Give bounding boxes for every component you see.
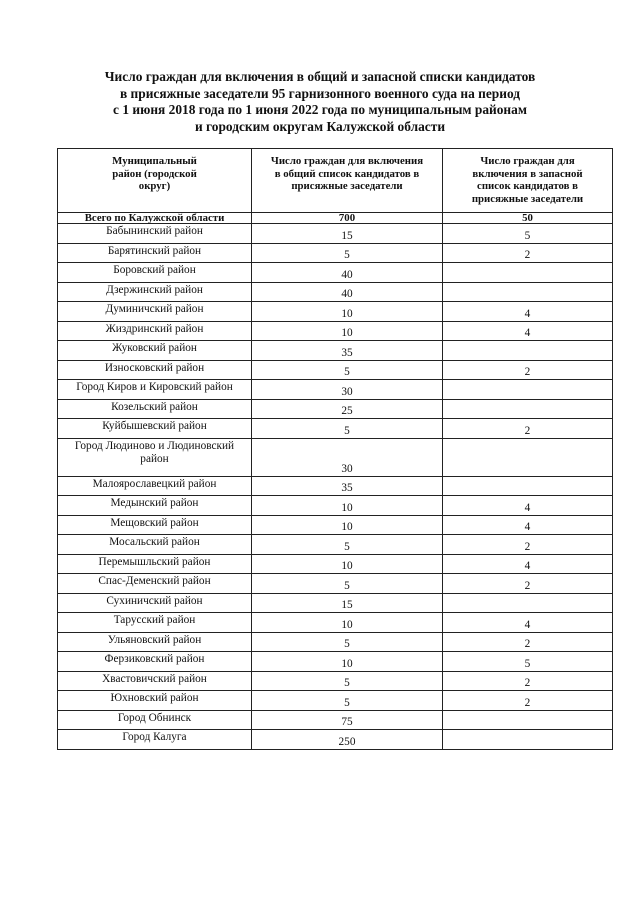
district-cell: Перемышльский район [58, 554, 252, 574]
table-row [58, 476, 613, 496]
district-cell: Город Людиново и Людиновский район [58, 438, 252, 476]
reserve-count-cell: 4 [443, 613, 613, 633]
header-general-list: Число граждан для включения в общий список кандидатов в присяжные заседатели [252, 149, 443, 213]
table-row [58, 652, 613, 672]
title-line-3: с 1 июня 2018 года по 1 июня 2022 года по муниципальным районам [113, 102, 527, 117]
table-body [58, 213, 613, 750]
table-row [58, 263, 613, 283]
general-count-cell: 15 [252, 224, 443, 244]
general-count-cell: 5 [252, 419, 443, 439]
reserve-count-cell: 4 [443, 496, 613, 516]
reserve-count-cell: 2 [443, 574, 613, 594]
general-count-cell: 10 [252, 515, 443, 535]
title-line-4: и городским округам Калужской области [194, 118, 446, 134]
reserve-count-cell [443, 476, 613, 496]
district-cell: Сухиничский район [58, 593, 252, 613]
district-cell: Город Киров и Кировский район [58, 380, 252, 400]
reserve-count-cell: 4 [443, 515, 613, 535]
district-cell: Думиничский район [58, 302, 252, 322]
document-title [60, 69, 580, 135]
district-cell: Хвастовичский район [58, 671, 252, 691]
total-general: 700 [252, 213, 443, 224]
table-row [58, 671, 613, 691]
reserve-count-cell: 4 [443, 302, 613, 322]
district-cell: Спас-Деменский район [58, 574, 252, 594]
district-cell: Боровский район [58, 263, 252, 283]
district-cell: Бабынинский район [58, 224, 252, 244]
general-count-cell: 40 [252, 282, 443, 302]
table-row-total [58, 213, 613, 224]
reserve-count-cell [443, 730, 613, 750]
reserve-count-cell: 2 [443, 632, 613, 652]
reserve-count-cell [443, 341, 613, 361]
reserve-count-cell: 5 [443, 652, 613, 672]
district-cell: Медынский район [58, 496, 252, 516]
reserve-count-cell: 2 [443, 671, 613, 691]
district-cell: Ферзиковский район [58, 652, 252, 672]
reserve-count-cell [443, 380, 613, 400]
table-row [58, 380, 613, 400]
district-cell: Барятинский район [58, 243, 252, 263]
table-row [58, 515, 613, 535]
district-cell: Козельский район [58, 399, 252, 419]
general-count-cell: 10 [252, 302, 443, 322]
reserve-count-cell: 2 [443, 360, 613, 380]
table-row [58, 224, 613, 244]
table-row [58, 535, 613, 555]
general-count-cell: 250 [252, 730, 443, 750]
district-cell: Ульяновский район [58, 632, 252, 652]
general-count-cell: 10 [252, 554, 443, 574]
general-count-cell: 10 [252, 496, 443, 516]
general-count-cell: 5 [252, 671, 443, 691]
reserve-count-cell [443, 710, 613, 730]
reserve-count-cell [443, 438, 613, 476]
general-count-cell: 5 [252, 574, 443, 594]
reserve-count-cell: 2 [443, 419, 613, 439]
district-cell: Дзержинский район [58, 282, 252, 302]
general-count-cell: 10 [252, 613, 443, 633]
table-row [58, 321, 613, 341]
reserve-count-cell [443, 282, 613, 302]
reserve-count-cell: 5 [443, 224, 613, 244]
table-header-row [58, 149, 613, 213]
table-row [58, 691, 613, 711]
table-row [58, 302, 613, 322]
table-row [58, 554, 613, 574]
table-row [58, 438, 613, 476]
table-row [58, 710, 613, 730]
general-count-cell: 15 [252, 593, 443, 613]
total-name: Всего по Калужской области [58, 213, 252, 224]
reserve-count-cell: 4 [443, 554, 613, 574]
title-line-1: Число граждан для включения в общий и запасной списки кандидатов [104, 69, 536, 84]
general-count-cell: 5 [252, 632, 443, 652]
general-count-cell: 75 [252, 710, 443, 730]
reserve-count-cell: 2 [443, 691, 613, 711]
general-count-cell: 30 [252, 438, 443, 476]
district-cell: Мосальский район [58, 535, 252, 555]
total-reserve: 50 [443, 213, 613, 224]
header-reserve-list: Число граждан для включения в запасной список кандидатов в присяжные заседатели [443, 149, 613, 213]
table-row [58, 360, 613, 380]
table-row [58, 243, 613, 263]
district-cell: Город Калуга [58, 730, 252, 750]
reserve-count-cell: 2 [443, 243, 613, 263]
reserve-count-cell: 4 [443, 321, 613, 341]
table-row [58, 399, 613, 419]
general-count-cell: 5 [252, 243, 443, 263]
general-count-cell: 35 [252, 476, 443, 496]
district-cell: Город Обнинск [58, 710, 252, 730]
table-row [58, 282, 613, 302]
reserve-count-cell [443, 399, 613, 419]
header-district: Муниципальный район (городской округ) [58, 149, 252, 213]
reserve-count-cell [443, 593, 613, 613]
reserve-count-cell: 2 [443, 535, 613, 555]
district-cell: Износковский район [58, 360, 252, 380]
table-row [58, 574, 613, 594]
table-row [58, 496, 613, 516]
district-cell: Малоярославецкий район [58, 476, 252, 496]
district-cell: Куйбышевский район [58, 419, 252, 439]
title-line-2: в присяжные заседатели 95 гарнизонного военного суда на период [119, 85, 521, 101]
reserve-count-cell [443, 263, 613, 283]
district-cell: Мещовский район [58, 515, 252, 535]
table-row [58, 341, 613, 361]
district-cell: Тарусский район [58, 613, 252, 633]
district-cell: Жиздринский район [58, 321, 252, 341]
general-count-cell: 30 [252, 380, 443, 400]
district-cell: Жуковский район [58, 341, 252, 361]
general-count-cell: 5 [252, 691, 443, 711]
general-count-cell: 35 [252, 341, 443, 361]
table-row [58, 632, 613, 652]
table-row [58, 730, 613, 750]
general-count-cell: 25 [252, 399, 443, 419]
table-row [58, 593, 613, 613]
general-count-cell: 5 [252, 360, 443, 380]
general-count-cell: 40 [252, 263, 443, 283]
general-count-cell: 5 [252, 535, 443, 555]
general-count-cell: 10 [252, 652, 443, 672]
table-row [58, 613, 613, 633]
candidates-table [57, 148, 613, 750]
district-cell: Юхновский район [58, 691, 252, 711]
table-row [58, 419, 613, 439]
general-count-cell: 10 [252, 321, 443, 341]
